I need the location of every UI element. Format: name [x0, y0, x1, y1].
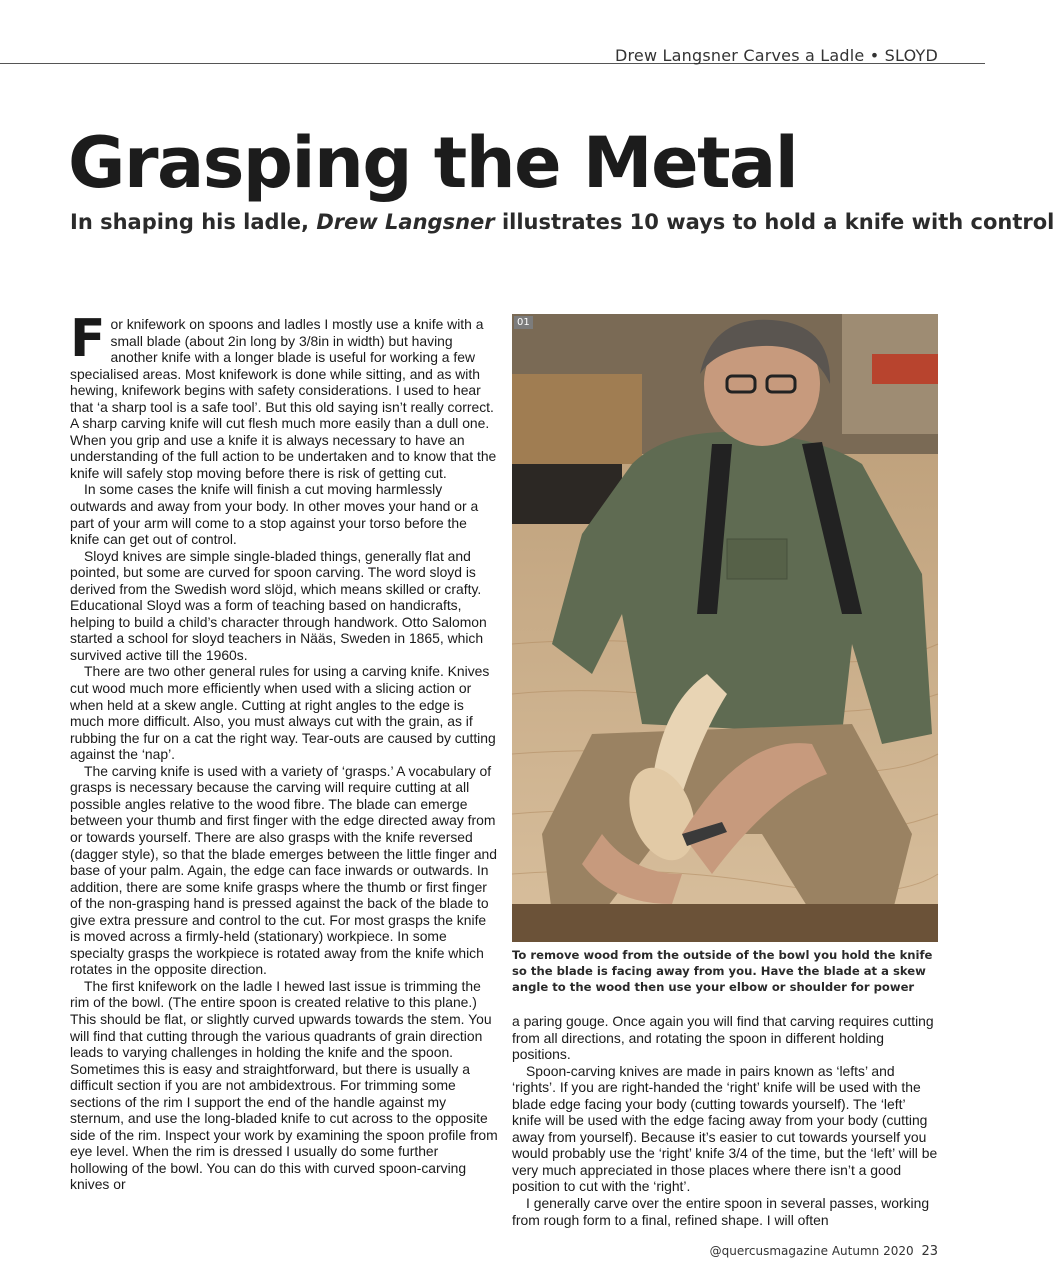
paragraph: a paring gouge. Once again you will find that carving requires cutting from all directions, and rotating the spoon in different holding positions. [512, 1013, 934, 1063]
subtitle-text-1: In shaping his ladle, [70, 210, 317, 234]
article-subtitle [70, 210, 1054, 234]
drop-cap: F [70, 309, 106, 369]
issue-label: Autumn 2020 [831, 1244, 914, 1258]
photo-number: 01 [514, 316, 533, 329]
paragraph: I generally carve over the entire spoon in several passes, working from rough form to a final, refined shape. I will often [512, 1195, 930, 1228]
page-footer [710, 1244, 938, 1259]
body-column-left [70, 309, 498, 1193]
magazine-handle: @quercusmagazine [709, 1244, 829, 1258]
paragraph: The first knifework on the ladle I hewed last issue is trimming the rim of the bowl. (The entire spoon is created relative to this plane.) This should be flat, or slightly curved upwards towards the stem. You will find that cutting through the various quadrants of grain direction leads to varying challenges in holding the knife and the spoon. Sometimes this is easy and straightforward, but there is usually a difficult section if you are not ambidextrous. For trimming some sections of the rim I support the end of the handle against my sternum, and use the long-bladed knife to cut across to the opposite side of the rim. Inspect your work by examining the spoon profile from eye level. When the rim is dressed I usually do some further hollowing of the bowl. You can do this with curved spoon-carving knives or [70, 977, 498, 1193]
paragraph: or knifework on spoons and ladles I mostly use a knife with a small blade (about 2in long by 3/8in in width) but having another knife with a longer blade is useful for working a few specialised areas. Most knifework is done while sitting, and as with hewing, knifework begins with safety considerations. I used to hear that ‘a sharp tool is a safe tool’. But this old saying isn’t really correct. A sharp carving knife will cut flesh much more easily than a dull one. When you grip and use a knife it is always necessary to have an understanding of the full action to be undertaken and to know that the knife will safely stop moving before there is risk of getting cut. [70, 316, 497, 481]
paragraph: There are two other general rules for using a carving knife. Knives cut wood much more efficiently when used with a slicing action or when held at a skew angle. Cutting at right angles to the edge is much more difficult. Also, you must always cut with the grain, as if rubbing the fur on a cat the right way. Tear-outs are caused by cutting against the ‘nap’. [70, 663, 496, 763]
paragraph: The carving knife is used with a variety of ‘grasps.’ A vocabulary of grasps is necessary because the carving will require cutting at all possible angles relative to the wood fibre. The blade can emerge between your thumb and first finger with the edge directed away from or towards yourself. There are also grasps with the knife reversed (dagger style), so that the blade emerges between the little finger and base of your palm. Again, the edge can face inwards or outwards. In addition, there are some knife grasps where the thumb or first finger of the non-grasping hand is pressed against the back of the blade to give extra pressure and control to the cut. For most grasps the knife is moved across a firmly-held (stationary) workpiece. In some specialty grasps the workpiece is rotated away from the knife which rotates in the opposite direction. [70, 762, 498, 978]
paragraph: Sloyd knives are simple single-bladed things, generally flat and pointed, but some are curved for spoon carving. The word sloyd is derived from the Swedish word slöjd, which means skilled or crafty. Educational Sloyd was a form of teaching based on handicrafts, helping to build a child’s character through handwork. Otto Salomon started a school for sloyd teachers in Nääs, Sweden in 1865, which survived active till the 1960s. [70, 547, 487, 663]
running-head: Drew Langsner Carves a Ladle • SLOYD [614, 46, 938, 65]
subtitle-text-2: illustrates 10 ways to hold a knife with control [494, 210, 1054, 234]
page-number: 23 [921, 1244, 938, 1259]
paragraph: In some cases the knife will finish a cut moving harmlessly outwards and away from your body. In other moves your hand or a part of your arm will come to a stop against your torso before the knife can get out of control. [70, 481, 479, 548]
photo-illustration [512, 314, 938, 942]
paragraph: Spoon-carving knives are made in pairs known as ‘lefts’ and ‘rights’. If you are right-handed the ‘right’ knife will be used with the blade edge facing your body (cutting towards yourself). The ‘left’ knife will be used with the edge facing away from your body (cutting away from yourself). Because it’s easier to cut towards yourself you would probably use the ‘right’ knife 3/4 of the time, but the ‘left’ will be very much appreciated in those places where there isn’t a good position to cut with the ‘right’. [512, 1062, 938, 1195]
article-title: Grasping the Metal [68, 122, 798, 204]
body-column-right [512, 1013, 938, 1228]
photo-caption: To remove wood from the outside of the bowl you hold the knife so the blade is facing away from you. Have the blade at a skew angle to the wood then use your elbow or shoulder for power [512, 948, 933, 994]
subtitle-author: Drew Langsner [316, 210, 495, 234]
article-photo [512, 314, 938, 942]
